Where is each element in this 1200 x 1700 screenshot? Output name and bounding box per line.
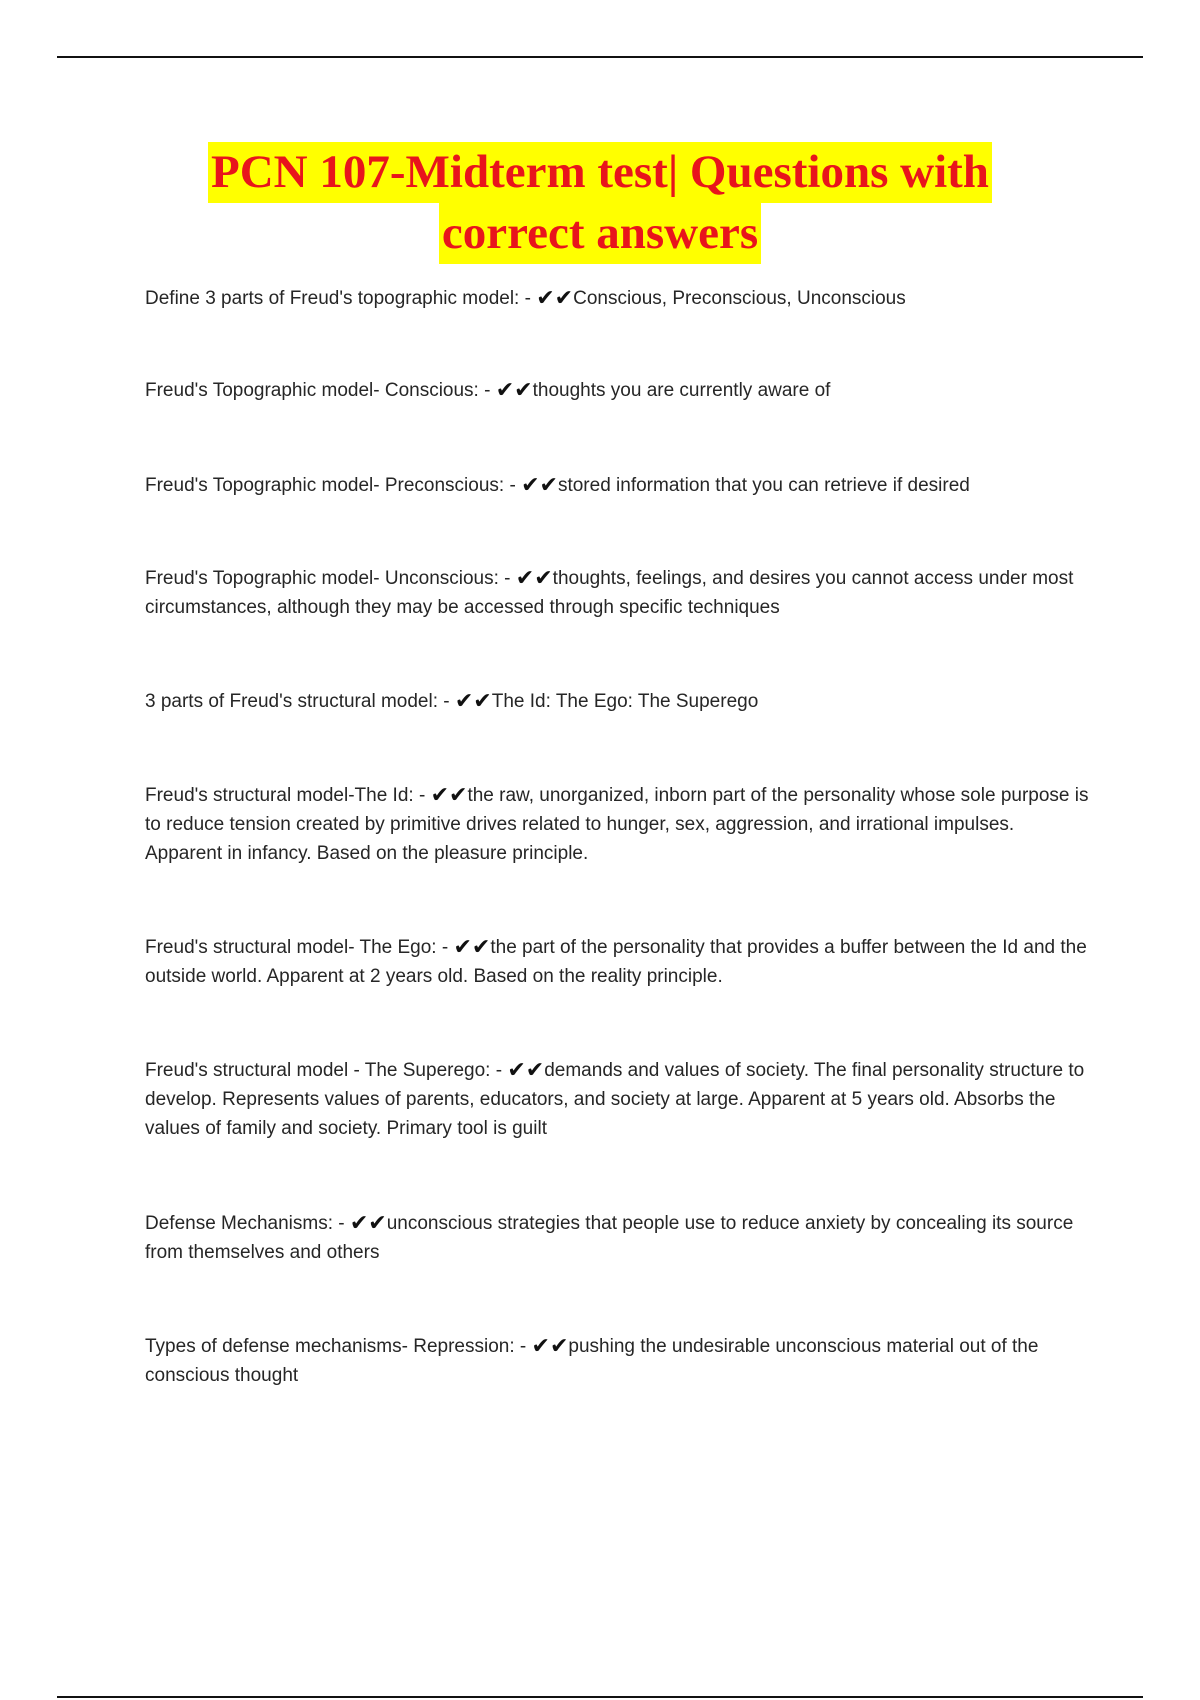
answer-text: The Id: The Ego: The Superego bbox=[491, 691, 759, 712]
checkmark-icon: ✔ bbox=[534, 566, 553, 591]
question-text: Defense Mechanisms: - bbox=[145, 1213, 345, 1234]
checkmark-icon: ✔ bbox=[536, 286, 555, 311]
bottom-rule bbox=[57, 1696, 1143, 1698]
checkmark-icon: ✔ bbox=[454, 689, 474, 714]
question-text: 3 parts of Freud's structural model: - bbox=[145, 691, 450, 712]
answer-text: Conscious, Preconscious, Unconscious bbox=[573, 288, 906, 309]
checkmark-icon: ✔ bbox=[521, 473, 540, 498]
checkmark-icon: ✔ bbox=[495, 378, 515, 403]
question-text: Freud's Topographic model- Unconscious: - bbox=[145, 568, 511, 589]
question-text: Define 3 parts of Freud's topographic model: - bbox=[145, 288, 531, 309]
checkmark-icon: ✔ bbox=[525, 1058, 545, 1083]
checkmark-icon: ✔ bbox=[531, 1334, 550, 1359]
checkmark-icon: ✔ bbox=[453, 935, 472, 960]
checkmark-icon: ✔ bbox=[514, 378, 533, 403]
title-line-2: correct answers bbox=[439, 203, 761, 264]
qa-item bbox=[145, 1332, 1095, 1390]
qa-item bbox=[145, 933, 1095, 991]
answer-text: unconscious strategies that people use to reduce anxiety by concealing its source from themselves and others bbox=[145, 1213, 1074, 1263]
checkmark-icon: ✔ bbox=[554, 286, 574, 311]
answer-text: the raw, unorganized, inborn part of the personality whose sole purpose is to reduce tension created by primitive drives related to hunger, sex, aggression, and irrational impulses. Apparent in infancy. Based on the pleasure principle. bbox=[145, 785, 1089, 864]
checkmark-icon: ✔ bbox=[471, 935, 491, 960]
question-text: Types of defense mechanisms- Repression: - bbox=[145, 1336, 527, 1357]
question-text: Freud's structural model- The Ego: - bbox=[145, 937, 449, 958]
checkmark-icon: ✔ bbox=[473, 689, 492, 714]
checkmark-icon: ✔ bbox=[515, 566, 535, 591]
question-text: Freud's structural model-The Id: - bbox=[145, 785, 426, 806]
document-title bbox=[0, 142, 1200, 264]
qa-item bbox=[145, 471, 1095, 500]
checkmark-icon: ✔ bbox=[539, 473, 558, 498]
answer-text: the part of the personality that provides a buffer between the Id and the outside world. Apparent at 2 years old. Based on the reality principle. bbox=[145, 937, 1087, 987]
qa-item bbox=[145, 376, 1095, 405]
qa-item bbox=[145, 1209, 1095, 1267]
qa-item bbox=[145, 1056, 1095, 1143]
checkmark-icon: ✔ bbox=[368, 1211, 387, 1236]
checkmark-icon: ✔ bbox=[349, 1211, 369, 1236]
question-text: Freud's structural model - The Superego: - bbox=[145, 1060, 503, 1081]
answer-text: thoughts, feelings, and desires you cannot access under most circumstances, although they may be accessed through specific techniques bbox=[145, 568, 1074, 618]
checkmark-icon: ✔ bbox=[430, 783, 449, 808]
qa-item bbox=[145, 284, 1095, 313]
answer-text: stored information that you can retrieve if desired bbox=[557, 475, 970, 496]
checkmark-icon: ✔ bbox=[449, 783, 468, 808]
answer-text: demands and values of society. The final personality structure to develop. Represents values of parents, educators, and society at large. Apparent at 5 years old. Absorbs the values of family and society. Primary tool is guilt bbox=[145, 1060, 1085, 1139]
qa-item bbox=[145, 564, 1095, 622]
qa-item bbox=[145, 687, 1095, 716]
answer-text: pushing the undesirable unconscious material out of the conscious thought bbox=[145, 1336, 1039, 1386]
checkmark-icon: ✔ bbox=[549, 1334, 569, 1359]
qa-item bbox=[145, 781, 1095, 868]
top-rule bbox=[57, 56, 1143, 58]
answer-text: thoughts you are currently aware of bbox=[532, 380, 831, 401]
question-text: Freud's Topographic model- Preconscious: - bbox=[145, 475, 516, 496]
question-text: Freud's Topographic model- Conscious: - bbox=[145, 380, 491, 401]
checkmark-icon: ✔ bbox=[507, 1058, 526, 1083]
title-line-1: PCN 107-Midterm test| Questions with bbox=[208, 142, 992, 203]
